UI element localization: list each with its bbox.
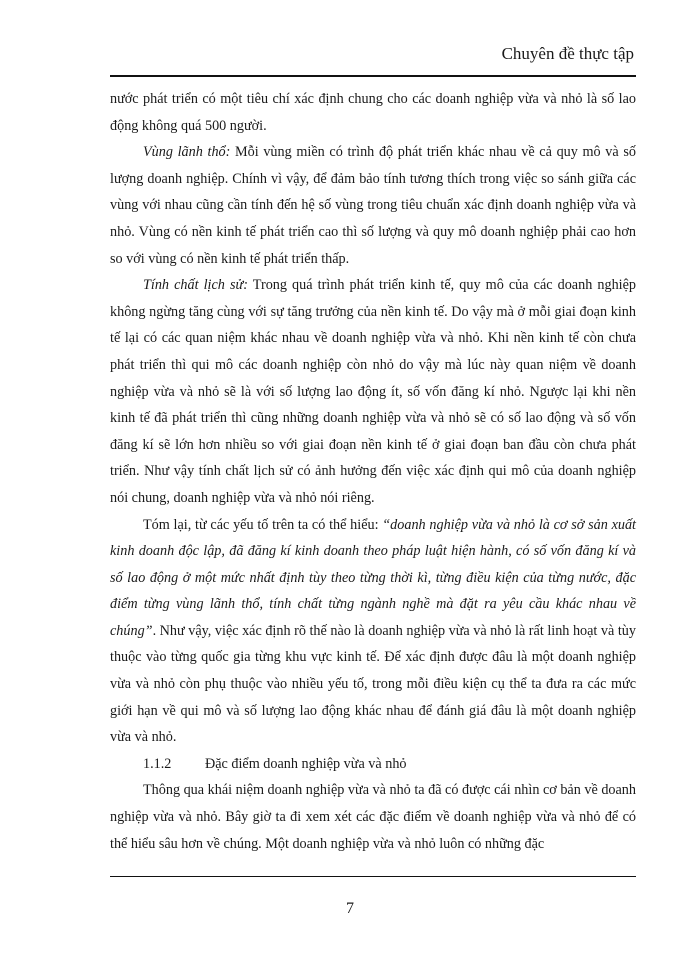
summary-rest: . Như vậy, việc xác định rõ thế nào là doanh nghiệp vừa và nhỏ là rất linh hoạt và tùy thuộc vào từng quốc gia từng khu vực kinh tế. Để xác định được đâu là một doanh nghiệp vừa và nhỏ còn phụ thuộc vào nhiều yếu tố, trong mỗi điều kiện cụ thể ta đưa ra các mức giới hạn về qui mô và số lượng lao động khác nhau để đánh giá đâu là một doanh nghiệp vừa và nhỏ. (110, 622, 636, 746)
paragraph-territory (110, 139, 636, 272)
territory-label: Vùng lãnh thổ: (143, 144, 231, 161)
page-number: 7 (346, 900, 354, 917)
footer-divider (110, 876, 636, 877)
section-title: Đặc điểm doanh nghiệp vừa và nhỏ (205, 755, 407, 772)
section-heading (110, 751, 636, 778)
definition-quote: “doanh nghiệp vừa và nhỏ là cơ sở sản xuất kinh doanh độc lập, đã đăng kí kinh doanh theo pháp luật hiện hành, có số vốn đăng kí và số lao động ở một mức nhất định tùy theo từng thời kì, từng điều kiện của từng nước, đặc điểm từng vùng lãnh thổ, tính chất từng ngành nghề mà đặt ra yêu cầu khác nhau về chúng” (110, 516, 637, 639)
territory-text: Mỗi vùng miền có trình độ phát triển khác nhau về cả quy mô và số lượng doanh nghiệp. Chính vì vậy, để đảm bảo tính tương thích trong việc so sánh giữa các vùng với nhau cũng cần tính đến hệ số vùng trong tiêu chuẩn xác định doanh nghiệp vừa và nhỏ. Vùng có nền kinh tế phát triển cao thì số lượng và quy mô doanh nghiệp phải cao hơn so với vùng có nền kinh tế phát triển thấp. (110, 144, 636, 267)
summary-intro: Tóm lại, từ các yếu tố trên ta có thể hiểu: (143, 516, 383, 533)
section-number: 1.1.2 (143, 755, 172, 772)
document-body (110, 86, 636, 857)
paragraph-continuation: nước phát triển có một tiêu chí xác định chung cho các doanh nghiệp vừa và nhỏ là số lao động không quá 500 người. (110, 91, 636, 134)
page-header-title: Chuyên đề thực tập (501, 44, 634, 63)
history-text: Trong quá trình phát triển kinh tế, quy mô của các doanh nghiệp không ngừng tăng cùng với sự tăng trưởng của nền kinh tế. Do vậy mà ở mỗi giai đoạn kinh tế lại có các quan niệm khác nhau về doanh nghiệp vừa và nhỏ. Khi nền kinh tế còn chưa phát triển thì qui mô các doanh nghiệp còn nhỏ do vậy mà lúc này quan niệm về doanh nghiệp vừa và nhỏ sẽ là với số lượng lao động ít, số vốn đăng kí nhỏ. Ngược lại khi nền kinh tế đã phát triển thì cũng những doanh nghiệp vừa và nhỏ sẽ có số lao động và số vốn đăng kí sẽ lớn hơn nhiều so với giai đoạn nền kinh tế ở giai đoạn ban đầu còn chưa phát triển. Như vậy tính chất lịch sử có ảnh hưởng đến việc xác định qui mô của doanh nghiệp nói chung, doanh nghiệp vừa và nhỏ nói riêng. (110, 277, 636, 506)
paragraph-summary (110, 512, 636, 751)
paragraph-history (110, 272, 636, 511)
header-divider (110, 75, 636, 77)
paragraph-characteristics: Thông qua khái niệm doanh nghiệp vừa và nhỏ ta đã có được cái nhìn cơ bản về doanh nghiệp vừa và nhỏ. Bây giờ ta đi xem xét các đặc điểm về doanh nghiệp vừa và nhỏ để có thể hiểu sâu hơn về chúng. Một doanh nghiệp vừa và nhỏ luôn có những đặc (110, 782, 636, 852)
history-label: Tính chất lịch sử: (143, 277, 248, 294)
